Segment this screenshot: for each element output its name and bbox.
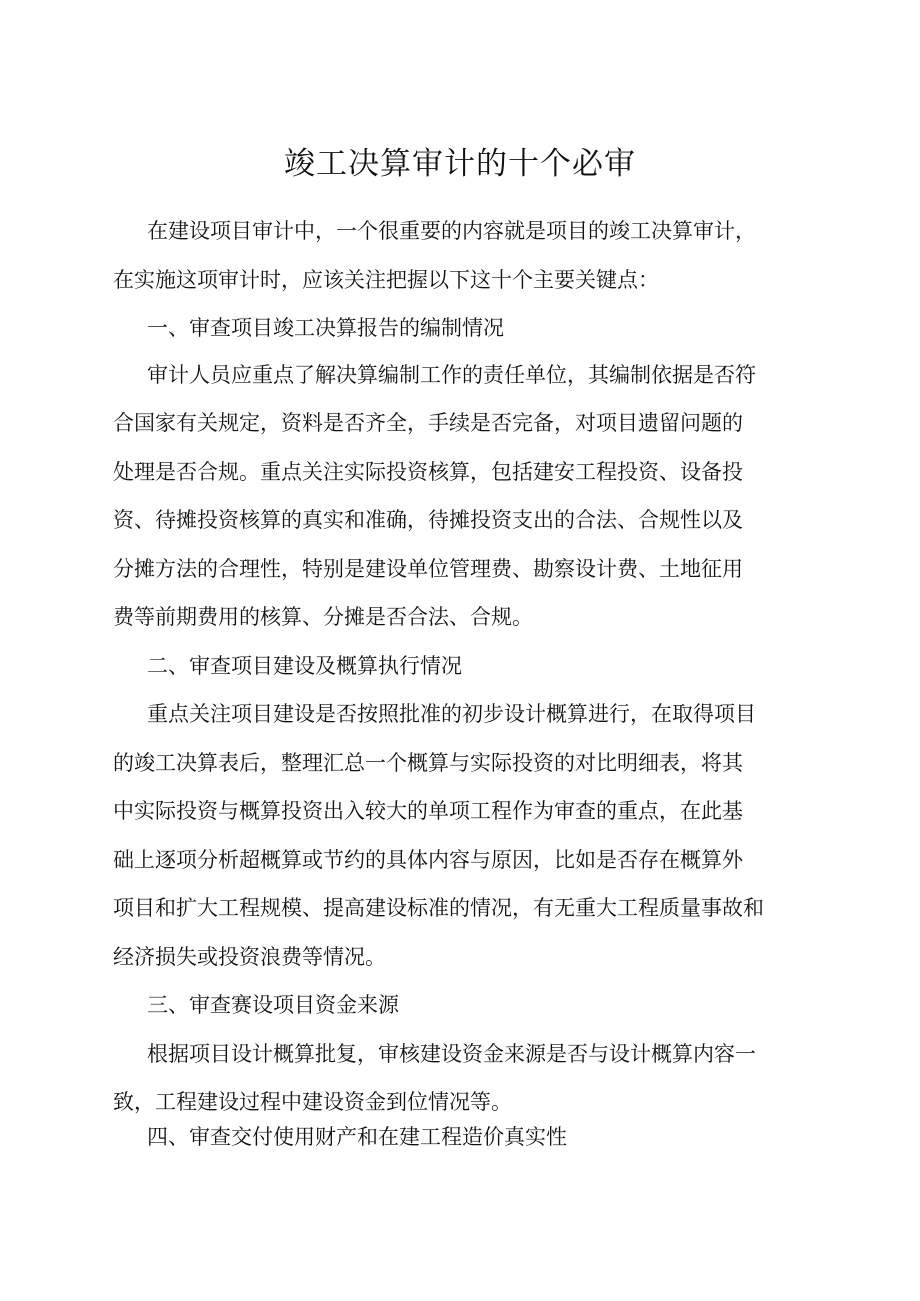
- section-heading: 三、审查赛设项目资金来源: [147, 993, 399, 1017]
- paragraph-line: 致，工程建设过程中建设资金到位情况等。: [113, 1090, 512, 1114]
- paragraph-line: 处理是否合规。重点关注实际投资核算，包括建安工程投资、设备投: [113, 460, 743, 484]
- paragraph-line: 在建设项目审计中，一个很重要的内容就是项目的竣工决算审计，: [147, 219, 756, 243]
- paragraph-line: 经济损失或投资浪费等情况。: [113, 945, 386, 969]
- document-title: 竣工决算审计的十个必审: [284, 146, 636, 182]
- paragraph-line: 费等前期费用的核算、分摊是否合法、合规。: [113, 605, 533, 629]
- paragraph-line: 中实际投资与概算投资出入较大的单项工程作为审查的重点，在此基: [113, 799, 743, 823]
- section-heading: 一、审查项目竣工决算报告的编制情况: [147, 316, 504, 340]
- paragraph-line: 在实施这项审计时，应该关注把握以下这十个主要关键点：: [113, 268, 659, 292]
- paragraph-line: 项目和扩大工程规模、提高建设标准的情况，有无重大工程质量事故和: [113, 896, 764, 920]
- paragraph-line: 审计人员应重点了解决算编制工作的责任单位，其编制依据是否符: [147, 363, 756, 387]
- paragraph-line: 根据项目设计概算批复，审核建设资金来源是否与设计概算内容一: [147, 1042, 756, 1066]
- paragraph-line: 分摊方法的合理性，特别是建设单位管理费、勘察设计费、土地征用: [113, 557, 743, 581]
- section-heading: 二、审查项目建设及概算执行情况: [147, 654, 462, 678]
- section-heading: 四、审查交付使用财产和在建工程造价真实性: [147, 1125, 567, 1149]
- paragraph-line: 合国家有关规定，资料是否齐全，手续是否完备，对项目遗留问题的: [113, 411, 743, 435]
- paragraph-line: 重点关注项目建设是否按照批准的初步设计概算进行，在取得项目: [147, 702, 756, 726]
- paragraph-line: 的竣工决算表后，整理汇总一个概算与实际投资的对比明细表，将其: [113, 751, 743, 775]
- paragraph-line: 资、待摊投资核算的真实和准确，待摊投资支出的合法、合规性以及: [113, 508, 743, 532]
- paragraph-line: 础上逐项分析超概算或节约的具体内容与原因，比如是否存在概算外: [113, 848, 743, 872]
